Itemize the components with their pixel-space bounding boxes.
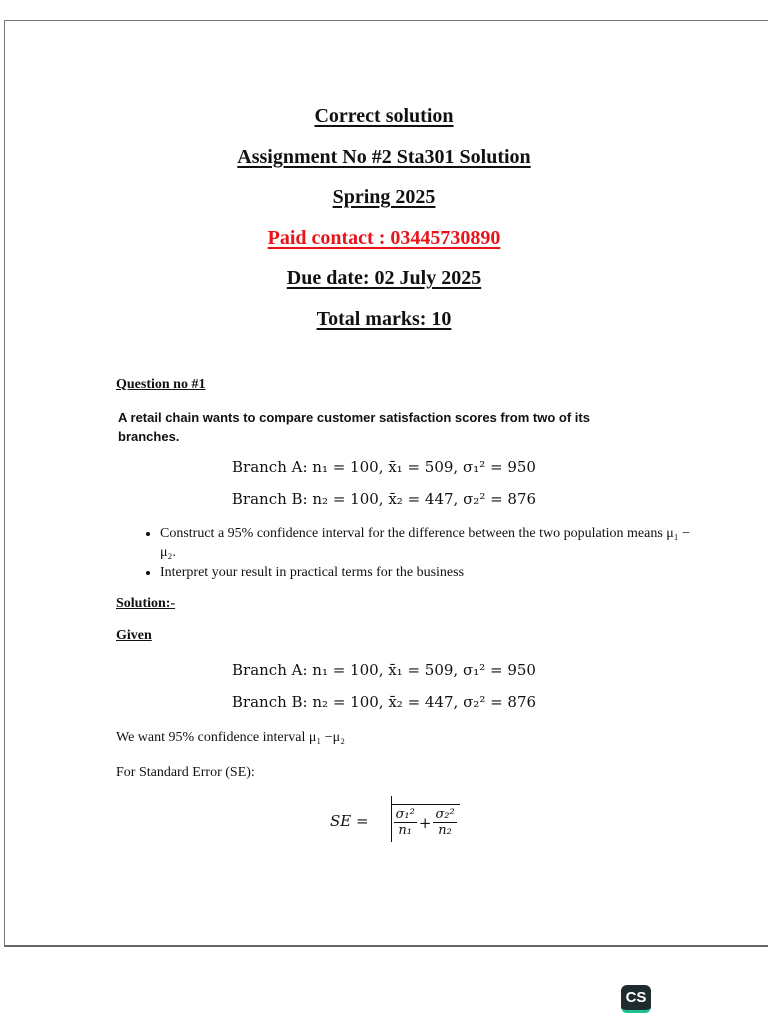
fraction-2-numerator: σ₂² — [435, 807, 455, 822]
bullet-item: • Construct a 95% confidence interval for the difference between the two population means μ₁ − μ₂. — [160, 524, 700, 562]
question-branch-a: Branch A: n₁ = 100, x̄₁ = 509, σ₁² = 950 — [232, 458, 536, 476]
question-branch-b: Branch B: n₂ = 100, x̄₂ = 447, σ₂² = 876 — [231, 490, 537, 508]
paid-contact: Paid contact : 03445730890 — [267, 227, 501, 249]
se-heading: For Standard Error (SE): — [116, 765, 255, 780]
fraction-2 — [433, 807, 456, 838]
standard-error-formula — [330, 804, 460, 838]
question-bullets — [140, 524, 700, 583]
square-root — [391, 804, 460, 838]
question-text: A retail chain wants to compare customer satisfaction scores from two of its branches. — [118, 410, 590, 444]
solution-heading: Solution:- — [116, 596, 176, 611]
fraction-1-denominator: n₁ — [398, 823, 412, 838]
given-heading: Given — [116, 628, 152, 643]
title-correct-solution: Correct solution — [314, 105, 454, 127]
given-branch-b: Branch B: n₂ = 100, x̄₂ = 447, σ₂² = 876 — [231, 693, 537, 711]
fraction-1 — [394, 807, 417, 838]
question-heading: Question no #1 — [116, 377, 206, 392]
se-lhs: SE = — [330, 812, 369, 830]
camscanner-logo: CS — [621, 985, 651, 1013]
bullet-item: • Interpret your result in practical terms for the business — [160, 563, 700, 582]
title-assignment: Assignment No #2 Sta301 Solution — [237, 146, 531, 168]
title-semester: Spring 2025 — [332, 186, 436, 208]
total-marks: Total marks: 10 — [316, 308, 452, 330]
fraction-1-numerator: σ₁² — [395, 807, 415, 822]
plus-sign: + — [418, 813, 432, 832]
given-branch-a: Branch A: n₁ = 100, x̄₁ = 509, σ₁² = 950 — [232, 661, 536, 679]
fraction-2-denominator: n₂ — [438, 823, 452, 838]
due-date: Due date: 02 July 2025 — [286, 267, 482, 289]
want-statement: We want 95% confidence interval μ₁ −μ₂ — [116, 730, 346, 745]
